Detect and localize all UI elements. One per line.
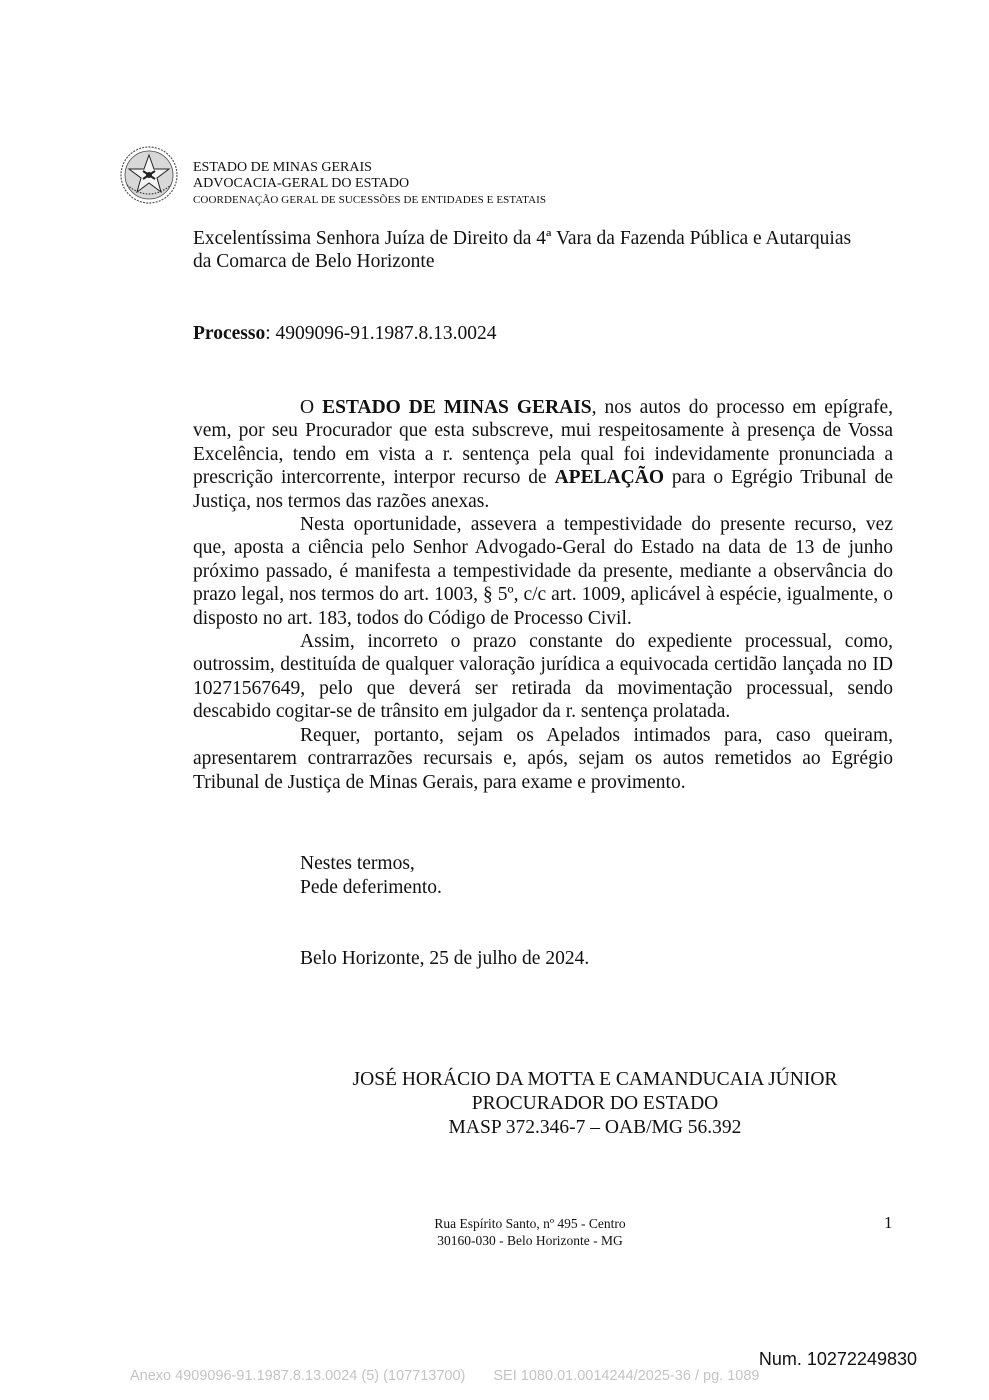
petition-body [193,396,893,794]
process-separator: : [265,323,271,344]
paragraph-1 [193,396,893,513]
annex-stamp [130,1368,759,1384]
sei-reference: SEI 1080.01.0014244/2025-36 / pg. 1089 [493,1368,760,1384]
signer-title: PROCURADOR DO ESTADO [471,1093,719,1114]
footer-address-line-1: Rua Espírito Santo, nº 495 - Centro [434,1216,626,1231]
closing-line-1: Nestes termos, [300,853,415,874]
document-number-stamp: Num. 10272249830 [758,1349,917,1369]
signer-registry: MASP 372.346-7 – OAB/MG 56.392 [448,1117,742,1138]
addressee-line-2: da Comarca de Belo Horizonte [193,251,435,273]
appeal-type: APELAÇÃO [554,467,664,489]
paragraph-3: Assim, incorreto o prazo constante do expediente processual, como, outrossim, destituída de qualquer valoração jurídica a equivocada certidão lançada no ID 10271567649, pelo que deverá ser retirada da movimentação processual, sendo descabido cogitar-se de trânsito em julgador da r. sentença prolatada. [193,631,893,723]
paragraph-4: Requer, portanto, sejam os Apelados intimados para, caso queiram, apresentarem contrarrazões recursais e, após, sejam os autos remetidos ao Egrégio Tribunal de Justiça de Minas Gerais, para exame e provimento. [193,724,893,793]
state-coat-of-arms-icon [119,145,179,205]
process-number: 4909096-91.1987.8.13.0024 [275,323,497,344]
addressee-line-1: Excelentíssima Senhora Juíza de Direito da 4ª Vara da Fazenda Pública e Autarquias [193,228,852,249]
process-label: Processo [193,323,266,344]
addressee [193,227,903,274]
paragraph-1-suffix: para o Egrégio Tribunal de Justiça, nos termos das razões anexas. [193,467,893,512]
paragraph-1-prefix: O [300,397,323,418]
annex-reference: Anexo 4909096-91.1987.8.13.0024 (5) (107713700) [130,1368,466,1384]
paragraph-1-middle: , nos autos do processo em epígrafe, vem, por seu Procurador que esta subscreve, mui respeitosamente à presença de Vossa Excelência, tendo em vista a r. sentença pela qual foi indevidamente pronunciada a prescrição intercorrente, interpor recurso de [193,397,893,489]
header-coordination: COORDENAÇÃO GERAL DE SUCESSÕES DE ENTIDADES E ESTATAIS [193,194,547,206]
closing-line-2: Pede deferimento. [300,877,442,898]
header-state: ESTADO DE MINAS GERAIS [193,160,372,175]
footer-address-line-2: 30160-030 - Belo Horizonte - MG [437,1233,623,1248]
footer-address [380,1215,680,1249]
party-name: ESTADO DE MINAS GERAIS [322,397,592,418]
page-number: 1 [884,1213,893,1232]
closing-date: Belo Horizonte, 25 de julho de 2024. [300,948,590,969]
paragraph-2: Nesta oportunidade, assevera a tempestividade do presente recurso, vez que, aposta a ciência pelo Senhor Advogado-Geral do Estado na data de 13 de junho próximo passado, é manifesta a tempestividade da presente, mediante a observância do prazo legal, nos termos do art. 1003, § 5º, c/c art. 1009, aplicável à espécie, igualmente, o disposto no art. 183, todos do Código de Processo Civil. [193,514,893,629]
process-reference [193,322,497,345]
signer-name: JOSÉ HORÁCIO DA MOTTA E CAMANDUCAIA JÚNIOR [352,1069,838,1090]
header-agency: ADVOCACIA-GERAL DO ESTADO [193,176,410,191]
signature-block [300,1068,890,1140]
